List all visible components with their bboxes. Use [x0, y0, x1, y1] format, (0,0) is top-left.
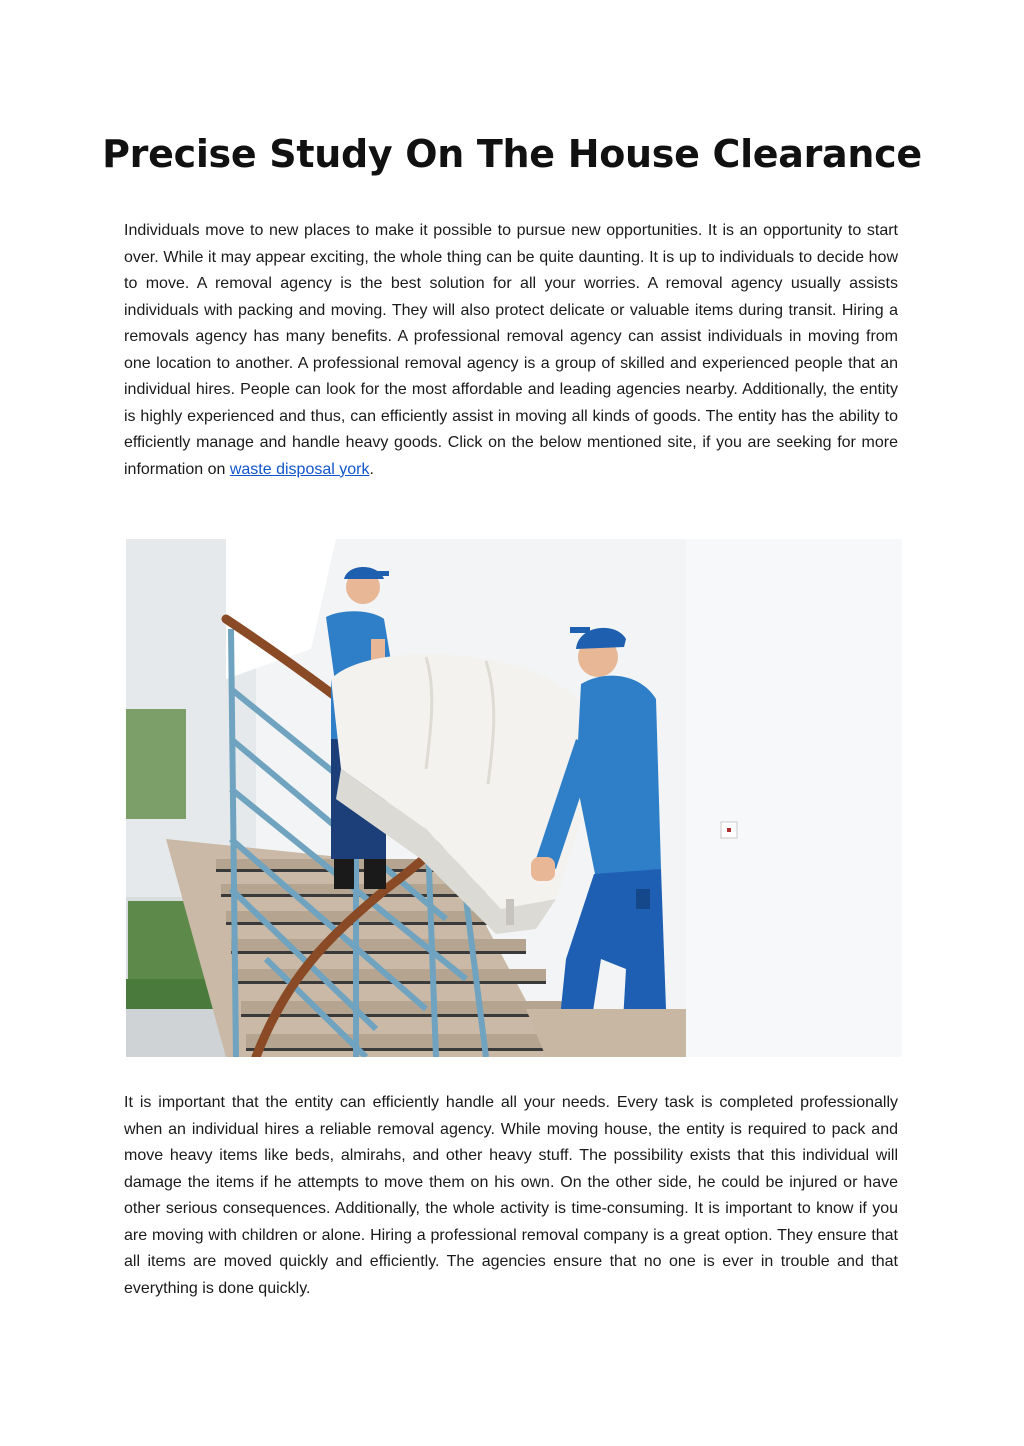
page-title: Precise Study On The House Clearance: [102, 132, 922, 176]
movers-carrying-sofa-upstairs-photo: [126, 539, 902, 1057]
intro-paragraph: [124, 218, 898, 483]
waste-disposal-york-link[interactable]: waste disposal york: [229, 460, 370, 478]
second-paragraph: It is important that the entity can efficiently handle all your needs. Every task is completed professionally when an individual hires a reliable removal agency. While moving house, the entity is required to pack and move heavy items like beds, almirahs, and other heavy stuff. The possibility exists that this individual will damage the items if he attempts to move them on his own. On the other side, he could be injured or have other serious consequences. Additionally, the whole activity is time-consuming. It is important to know if you are moving with children or alone. Hiring a professional removal company is a great option. They ensure that all items are moved quickly and efficiently. The agencies ensure that no one is ever in trouble and that everything is done quickly.: [124, 1094, 898, 1297]
intro-paragraph-end: .: [369, 460, 374, 478]
intro-paragraph-text: Individuals move to new places to make it possible to pursue new opportunities. It is an opportunity to start over. While it may appear exciting, the whole thing can be quite daunting. It is up to individuals to decide how to move. A removal agency is the best solution for all your worries. A removal agency usually assists individuals with packing and moving. They will also protect delicate or valuable items during transit. Hiring a removals agency has many benefits. A professional removal agency can assist individuals in moving from one location to another. A professional removal agency is a group of skilled and experienced people that an individual hires. People can look for the most affordable and leading agencies nearby. Additionally, the entity is highly experienced and thus, can efficiently assist in moving all kinds of goods. The entity has the ability to efficiently manage and handle heavy goods. Click on the below mentioned site, if you are seeking for more information on: [124, 222, 898, 478]
